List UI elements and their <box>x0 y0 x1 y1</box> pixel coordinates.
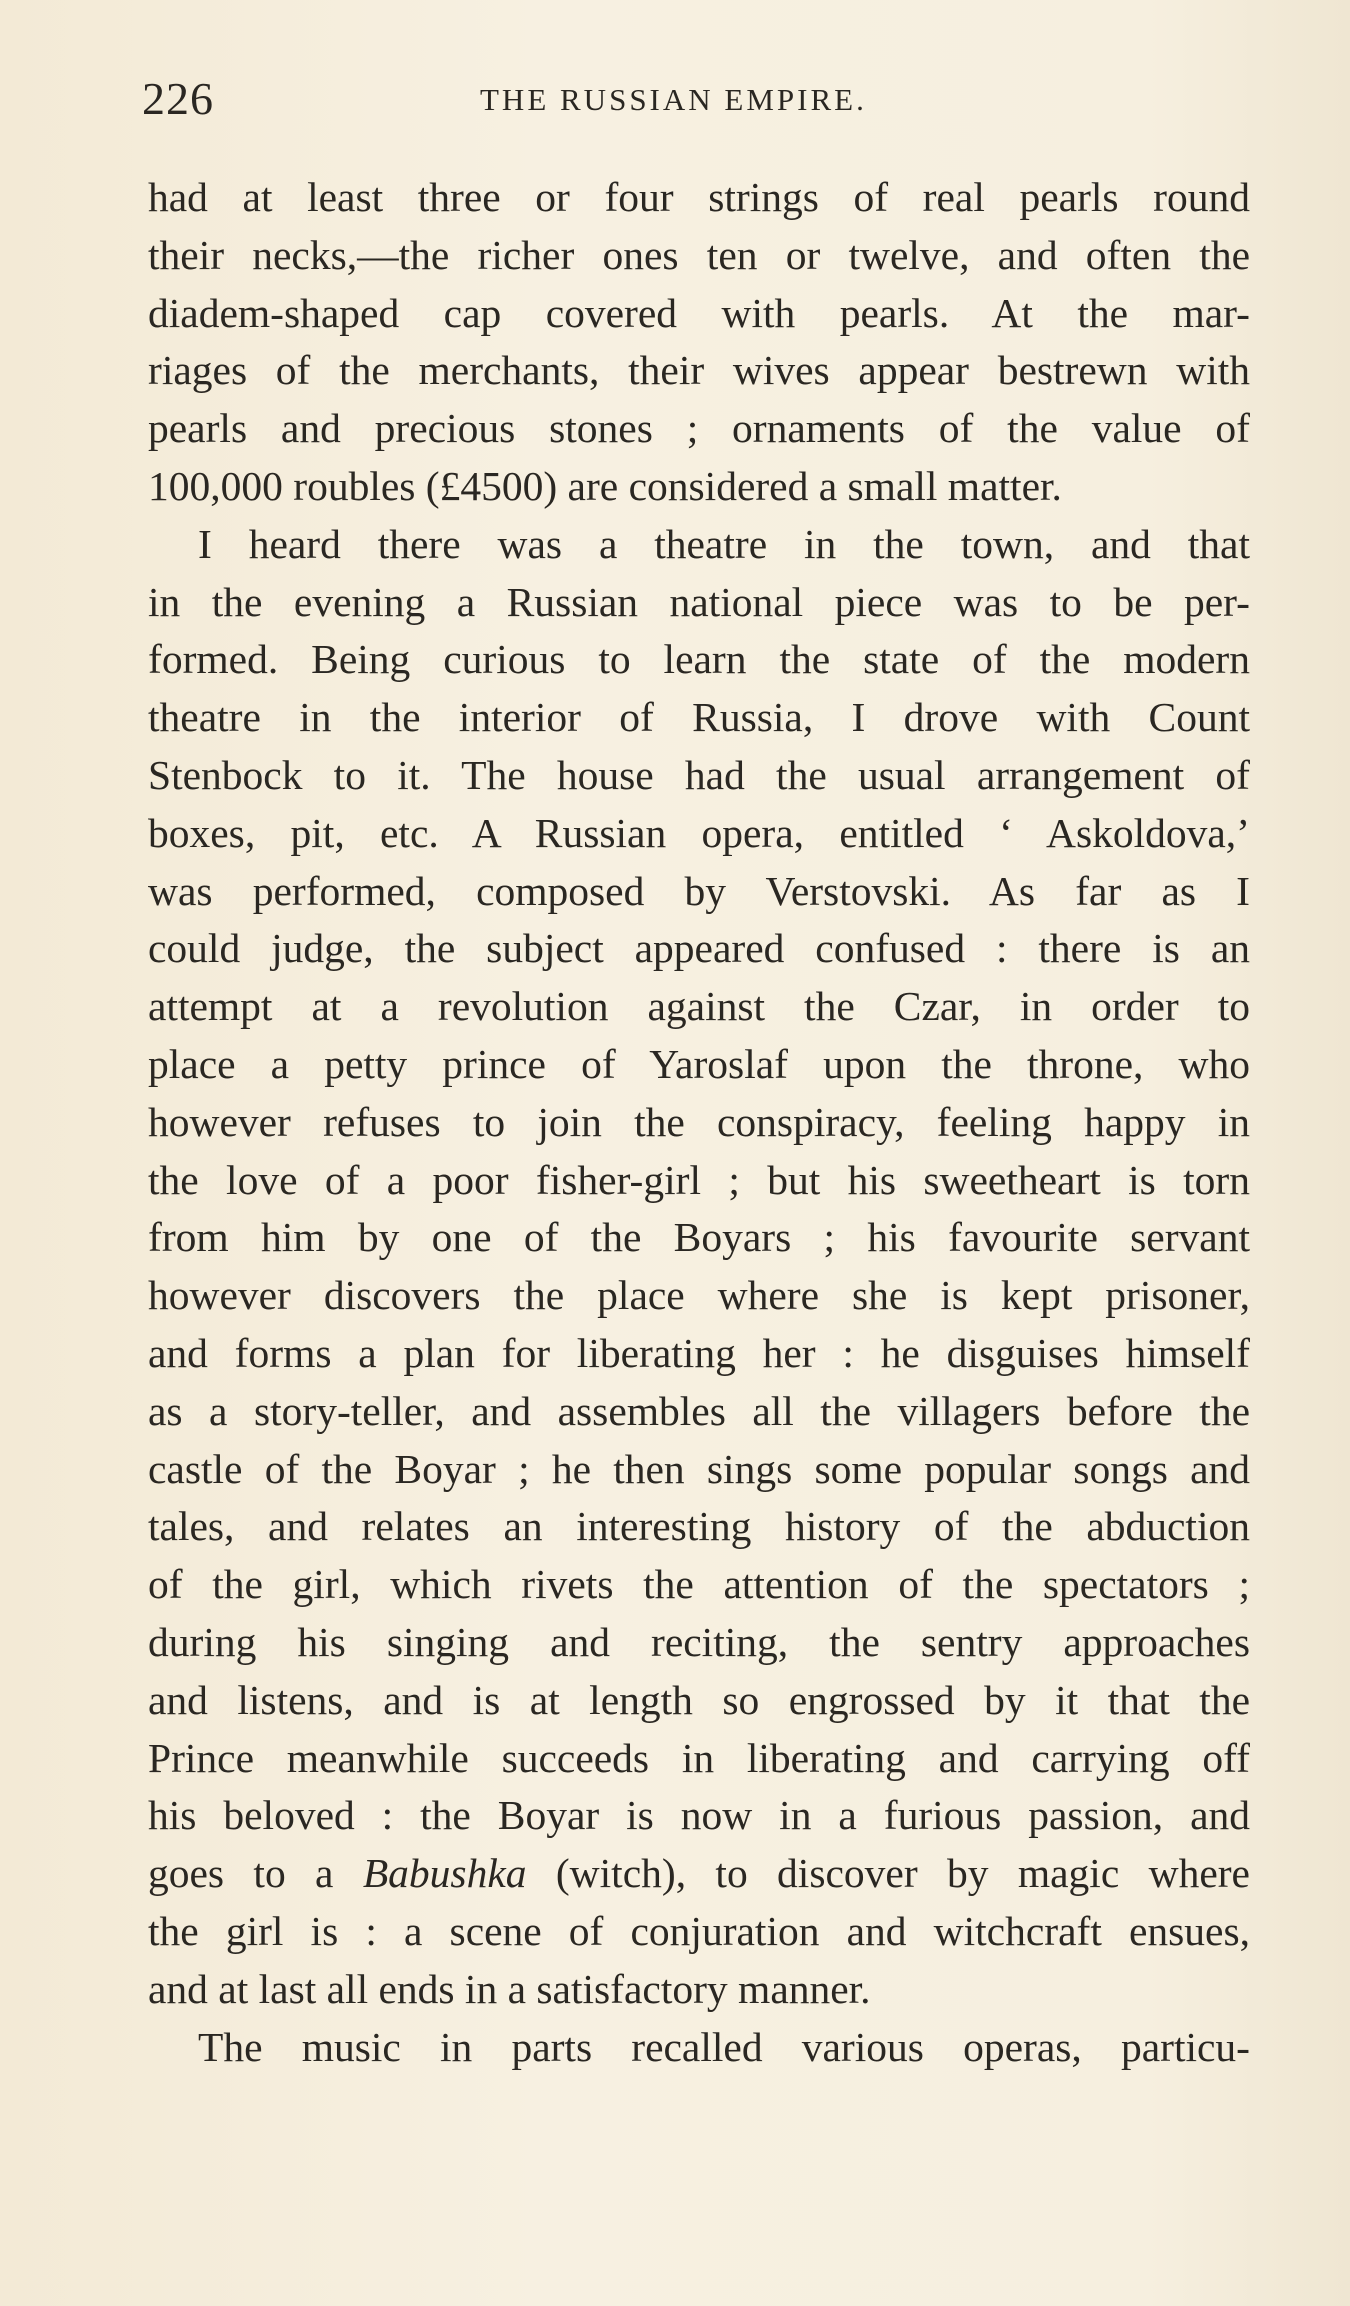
text-line: from him by one of the Boyars ; his favourite servant <box>148 1214 1250 1261</box>
text-line: pearls and precious stones ; ornaments of the value of <box>148 405 1250 452</box>
text-fragment: (witch), to discover by magic where <box>526 1850 1250 1897</box>
text-line-with-italic <box>148 1845 1250 1903</box>
text-line: was performed, composed by Verstovski. As far as I <box>148 867 1250 914</box>
text-line: riages of the merchants, their wives appear bestrewn with <box>148 347 1250 394</box>
text-line: could judge, the subject appeared confused : there is an <box>148 925 1250 972</box>
text-line: diadem-shaped cap covered with pearls. At the mar- <box>148 289 1250 336</box>
text-line: his beloved : the Boyar is now in a furious passion, and <box>148 1792 1250 1839</box>
text-line: the girl is : a scene of conjuration and witchcraft ensues, <box>148 1907 1250 1954</box>
text-line: theatre in the interior of Russia, I drove with Count <box>148 694 1250 741</box>
paragraph-start-line: The music in parts recalled various operas, particu- <box>198 2023 1250 2070</box>
text-line: Stenbock to it. The house had the usual arrangement of <box>148 751 1250 798</box>
italic-word-babushka: Babushka <box>362 1850 527 1897</box>
text-line: tales, and relates an interesting history of the abduction <box>148 1503 1250 1550</box>
text-line: however refuses to join the conspiracy, feeling happy in <box>148 1098 1250 1145</box>
text-line: in the evening a Russian national piece was to be per- <box>148 578 1250 625</box>
text-line: attempt at a revolution against the Czar, in order to <box>148 983 1250 1030</box>
text-fragment: goes to a <box>148 1850 363 1897</box>
text-line: the love of a poor fisher-girl ; but his sweetheart is torn <box>148 1156 1250 1203</box>
running-head: THE RUSSIAN EMPIRE. <box>480 82 867 117</box>
text-line: castle of the Boyar ; he then sings some popular songs and <box>148 1445 1250 1492</box>
text-line: 100,000 roubles (£4500) are considered a small matter. <box>148 462 1062 509</box>
paragraph-start-line: I heard there was a theatre in the town, and that <box>198 520 1250 567</box>
text-line: as a story-teller, and assembles all the villagers before the <box>148 1387 1250 1434</box>
text-line: boxes, pit, etc. A Russian opera, entitled ‘ Askoldova,’ <box>148 809 1250 856</box>
text-line: however discovers the place where she is kept prisoner, <box>148 1272 1250 1319</box>
text-line: Prince meanwhile succeeds in liberating and carrying off <box>148 1734 1250 1781</box>
body-text <box>148 169 1250 2076</box>
text-line: during his singing and reciting, the sentry approaches <box>148 1618 1250 1665</box>
text-line: place a petty prince of Yaroslaf upon the throne, who <box>148 1040 1250 1087</box>
text-line: had at least three or four strings of real pearls round <box>148 174 1250 220</box>
page-number: 226 <box>142 73 214 124</box>
page-header <box>142 72 1250 132</box>
text-line: and listens, and is at length so engrossed by it that the <box>148 1676 1250 1723</box>
text-line: and at last all ends in a satisfactory manner. <box>148 1965 871 2012</box>
text-line: their necks,—the richer ones ten or twelve, and often the <box>148 231 1250 278</box>
text-line: and forms a plan for liberating her : he disguises himself <box>148 1329 1250 1376</box>
text-line: of the girl, which rivets the attention of the spectators ; <box>148 1561 1250 1608</box>
text-line: formed. Being curious to learn the state of the modern <box>148 636 1250 683</box>
